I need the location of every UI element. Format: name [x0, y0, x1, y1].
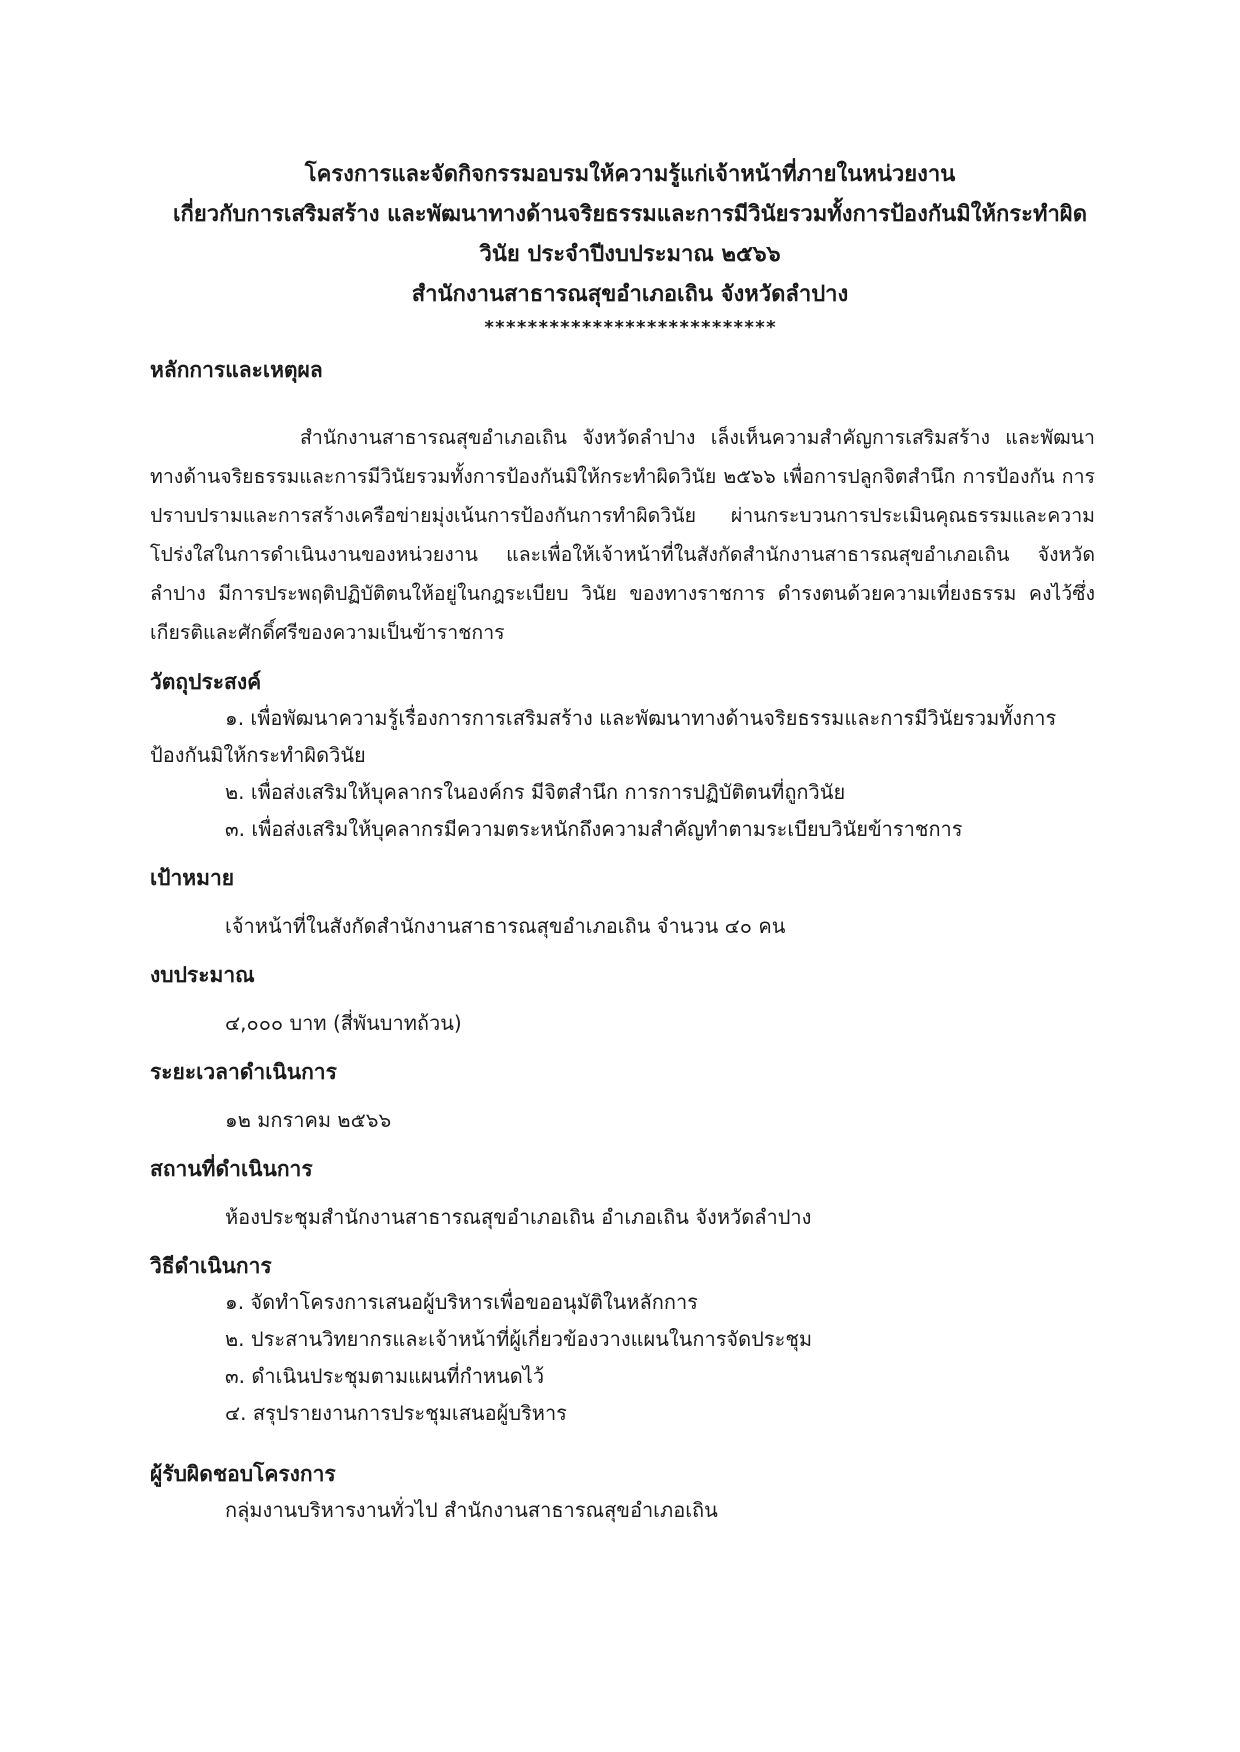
section-objectives — [150, 664, 1095, 848]
budget-text: ๔,๐๐๐ บาท (สี่พันบาทถ้วน) — [225, 1011, 462, 1035]
title-line-2: เกี่ยวกับการเสริมสร้าง และพัฒนาทางด้านจริยธรรมและการมีวินัยรวมทั้งการป้องกันมิให้กระทำผิด — [173, 202, 1087, 227]
section-responsible — [150, 1444, 1095, 1529]
section-heading: วิธีดำเนินการ — [150, 1254, 272, 1278]
section-heading: ระยะเวลาดำเนินการ — [150, 1060, 337, 1084]
section-duration — [150, 1054, 1095, 1139]
objective-item-2: ๒. เพื่อส่งเสริมให้บุคลากรในองค์กร มีจิตสำนึก การการปฏิบัติตนที่ถูกวินัย — [225, 780, 846, 804]
method-item-3: ๓. ดำเนินประชุมตามแผนที่กำหนดไว้ — [225, 1364, 545, 1388]
section-heading: งบประมาณ — [150, 963, 255, 987]
document-title — [150, 155, 1110, 341]
title-divider: *************************** — [483, 317, 777, 338]
responsible-text: กลุ่มงานบริหารงานทั่วไป สำนักงานสาธารณสุขอำเภอเถิน — [225, 1498, 718, 1522]
section-method — [150, 1248, 1095, 1432]
principle-text: สำนักงานสาธารณสุขอำเภอเถิน จังหวัดลำปาง เล็งเห็นความสำคัญการเสริมสร้าง และพัฒนาทางด้านจริยธรรมและการมีวินัยรวมทั้งการป้องกันมิให้กระทำผิดวินัย ๒๕๖๖ เพื่อการปลูกจิตสำนึก การป้องกัน การปราบปรามและการสร้างเครือข่ายมุ่งเน้นการป้องกันการทำผิดวินัย ผ่านกระบวนการประเมินคุณธรรมและความโปร่งใสในการดำเนินงานของหน่วยงาน และเพื่อให้เจ้าหน้าที่ในสังกัดสำนักงานสาธารณสุขอำเภอเถิน จังหวัดลำปาง มีการประพฤติปฏิบัติตนให้อยู่ในกฎระเบียบ วินัย ของทางราชการ ดำรงตนด้วยความเที่ยงธรรม คงไว้ซึ่งเกียรติและศักดิ์ศรีของความเป็นข้าราชการ — [150, 426, 1095, 644]
section-heading: วัตถุประสงค์ — [150, 670, 262, 694]
duration-text: ๑๒ มกราคม ๒๕๖๖ — [225, 1108, 392, 1132]
venue-text: ห้องประชุมสำนักงานสาธารณสุขอำเภอเถิน อำเภอเถิน จังหวัดลำปาง — [225, 1205, 812, 1229]
method-item-1: ๑. จัดทำโครงการเสนอผู้บริหารเพื่อขออนุมัติในหลักการ — [225, 1290, 698, 1314]
target-text: เจ้าหน้าที่ในสังกัดสำนักงานสาธารณสุขอำเภอเถิน จำนวน ๔๐ คน — [225, 914, 786, 938]
title-line-4: สำนักงานสาธารณสุขอำเภอเถิน จังหวัดลำปาง — [411, 282, 849, 307]
section-heading: เป้าหมาย — [150, 866, 235, 890]
section-heading: สถานที่ดำเนินการ — [150, 1157, 313, 1181]
objective-item-3: ๓. เพื่อส่งเสริมให้บุคลากรมีความตระหนักถึงความสำคัญทำตามระเบียบวินัยข้าราชการ — [225, 817, 963, 841]
title-line-3: วินัย ประจำปีงบประมาณ ๒๕๖๖ — [479, 242, 781, 267]
section-target — [150, 860, 1095, 945]
section-principle — [150, 352, 1095, 652]
method-item-4: ๔. สรุปรายงานการประชุมเสนอผู้บริหาร — [225, 1401, 567, 1425]
section-venue — [150, 1151, 1095, 1236]
title-line-1: โครงการและจัดกิจกรรมอบรมให้ความรู้แก่เจ้าหน้าที่ภายในหน่วยงาน — [304, 162, 956, 187]
document-body — [150, 352, 1095, 1529]
method-item-2: ๒. ประสานวิทยากรและเจ้าหน้าที่ผู้เกี่ยวข้องวางแผนในการจัดประชุม — [225, 1327, 813, 1351]
section-heading: ผู้รับผิดชอบโครงการ — [150, 1462, 336, 1486]
objective-item-1: ๑. เพื่อพัฒนาความรู้เรื่องการการเสริมสร้าง และพัฒนาทางด้านจริยธรรมและการมีวินัยรวมทั้งการป้องกันมิให้กระทำผิดวินัย — [150, 706, 1057, 767]
section-budget — [150, 957, 1095, 1042]
section-heading: หลักการและเหตุผล — [150, 358, 323, 382]
